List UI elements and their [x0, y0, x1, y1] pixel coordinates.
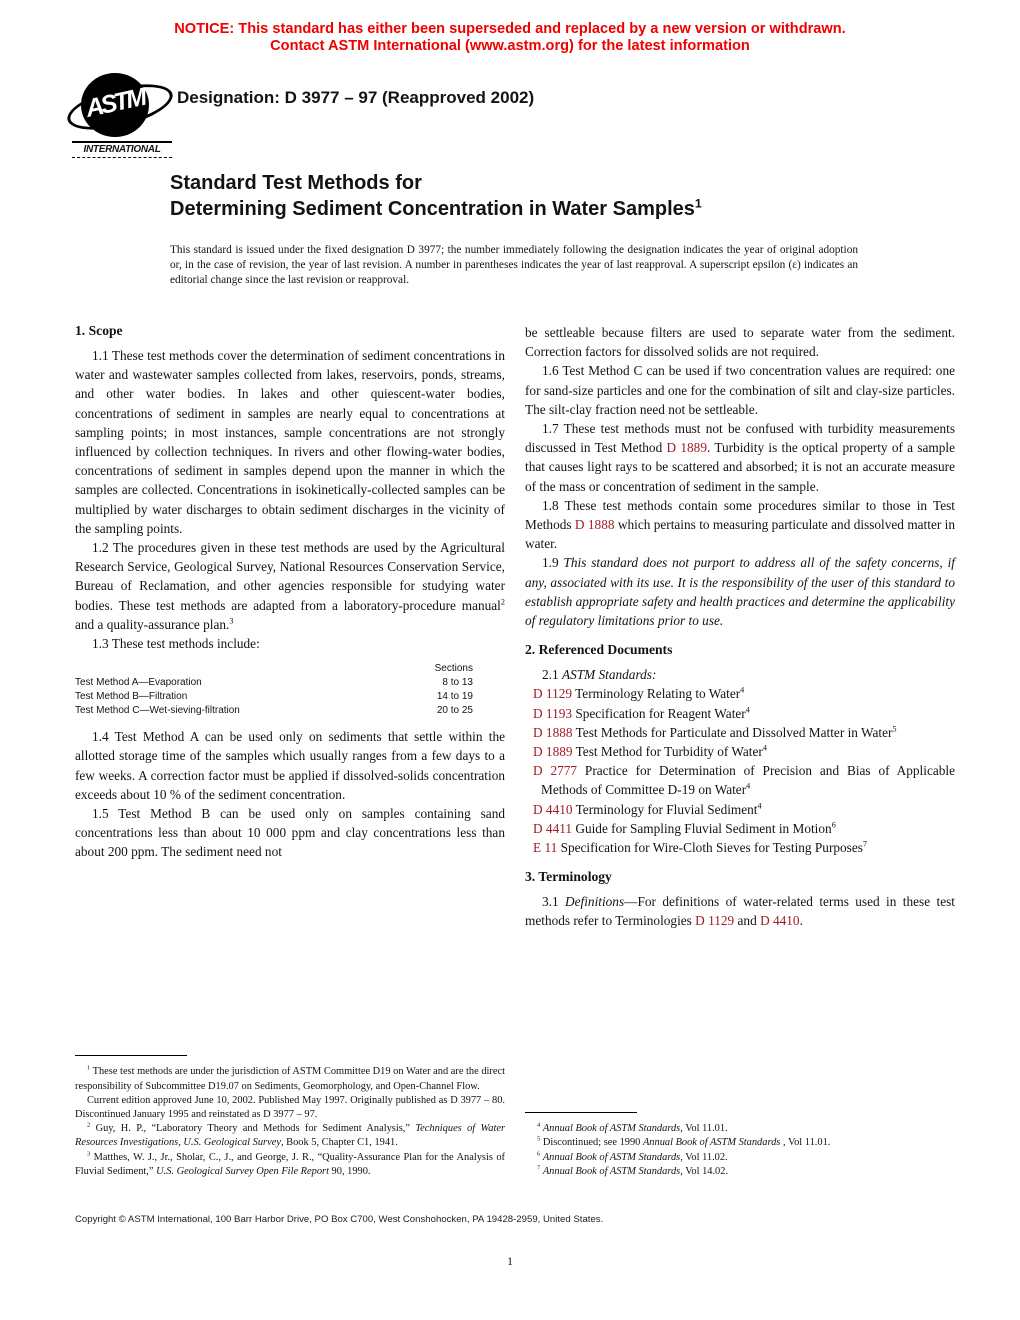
paragraph-1-7: 1.7 These test methods must not be confused with turbidity measurements discussed in Test Method D 1889. Turbidity is the optical property of a sample that causes light rays to be scattered and absorbed; it is not an accurate measure of the mass or concentration of sediment in the sample.: [525, 421, 956, 494]
footnote-6: $^6$ Annual Book of ASTM Standards, Vol 11.02.: [537, 1150, 728, 1163]
right-footnotes: [525, 1112, 955, 1179]
doc-link[interactable]: D 4411: [533, 820, 573, 836]
title-line-1: Standard Test Methods for: [170, 172, 422, 194]
doc-link[interactable]: D 1129: [695, 913, 735, 929]
paragraph-1-6: 1.6 Test Method C can be used if two concentration values are required: one for sand-size particles and one for the combination of silt and clay-size particles. The silt-clay fraction need not be settleable.: [525, 363, 955, 417]
page-number: 1: [507, 1254, 513, 1268]
paragraph-1-5-continued: be settleable because filters are used to separate water from the sediment. Correction factors for dissolved solids are not required.: [525, 325, 955, 360]
sections-range: 14 to 19: [436, 691, 473, 703]
doc-link[interactable]: D 1193: [533, 705, 573, 721]
left-footnotes: [75, 1055, 505, 1179]
paragraph-1-1: 1.1 These test methods cover the determination of sediment concentrations in water and wastewater samples collected from lakes, reservoirs, ponds, streams, and other water bodies. In lakes and other quiescent-water bodies, concentrations of sediment in samples are nearly equal to concentrations at sampling points; in most instances, sample concentrations are not strongly influenced by collection techniques. In rivers and other flowing-water bodies, concentrations of sediment in samples depend upon the manner in which the samples are collected. Concentrations in isokinetically-collected samples can be multiplied by water discharges to obtain sediment discharges in the vicinity of the sampling points.: [75, 348, 505, 536]
notice-line-1: NOTICE: This standard has either been superseded and replaced by a new version or withdrawn.: [174, 21, 846, 37]
sections-range: 8 to 13: [442, 677, 473, 689]
method-label: Test Method B—Filtration: [75, 691, 188, 703]
superseded-notice: [0, 21, 1020, 54]
reference-item: D 1193 Specification for Reagent Water$^4$: [533, 705, 750, 721]
paragraph-1-8: 1.8 These test methods contain some procedures similar to those in Test Methods D 1888 which pertains to measuring particulate and dissolved matter in water.: [525, 497, 955, 552]
table-row: [75, 704, 473, 718]
footnote-2: $^2$ Guy, H. P., “Laboratory Theory and Methods for Sediment Analysis,” Techniques of Water Resources Investigations, U.S. Geological Survey, Book 5, Chapter C1, 1941.: [75, 1121, 505, 1149]
copyright-notice: Copyright © ASTM International, 100 Barr Harbor Drive, PO Box C700, West Conshohocken, PA 19428-2959, United States.: [75, 1214, 604, 1225]
footnote-divider: [525, 1112, 637, 1113]
table-row: [75, 690, 473, 704]
astm-logo: [72, 72, 174, 158]
footnote-1-continued: Current edition approved June 10, 2002. Published May 1997. Originally published as D 3977 – 80. Discontinued January 1995 and reinstated as D 3977 – 97.: [75, 1094, 505, 1120]
body-columns: [75, 323, 955, 1179]
doc-link[interactable]: D 1888: [574, 517, 615, 533]
table-row: [75, 676, 473, 690]
logo-international-label: INTERNATIONAL: [72, 141, 172, 158]
paragraph-1-3: 1.3 These test methods include:: [92, 636, 260, 652]
left-column: [75, 323, 505, 1179]
footnote-divider: [75, 1055, 187, 1056]
notice-line-2: Contact ASTM International (www.astm.org) for the latest information: [270, 37, 750, 54]
paragraph-1-5: 1.5 Test Method B can be used only on samples containing sand concentrations less than about 10 000 ppm and clay concentrations less than about 200 ppm. The sediment need not: [75, 806, 505, 860]
right-column: [525, 323, 955, 1179]
reference-item: D 2777 Practice for Determination of Precision and Bias of Applicable Methods of Committee D-19 on Water$^4$: [533, 763, 955, 798]
doc-link[interactable]: E 11: [533, 840, 558, 856]
section-3-heading: 3. Terminology: [525, 869, 612, 885]
footnote-4: $^4$ Annual Book of ASTM Standards, Vol 11.01.: [537, 1121, 728, 1135]
designation-text: Designation: D 3977 – 97 (Reapproved 2002): [177, 88, 535, 107]
sections-range: 20 to 25: [436, 705, 473, 717]
doc-link[interactable]: D 2777: [533, 763, 578, 779]
section-1-heading: 1. Scope: [75, 323, 123, 338]
paragraph-1-4: 1.4 Test Method A can be used only on sediments that settle within the allotted storage time of the samples which usually ranges from a few days to a few weeks. A correction factor must be applied if dissolved-solids concentration exceeds about 10 % of the sediment concentration.: [75, 729, 505, 802]
reference-item: E 11 Specification for Wire-Cloth Sieves for Testing Purposes$^7$: [533, 839, 868, 856]
section-2-heading: 2. Referenced Documents: [525, 642, 673, 658]
doc-link[interactable]: D 1129: [533, 686, 573, 702]
scope-sections-table: [75, 662, 505, 718]
reference-item: D 1129 Terminology Relating to Water$^4$: [533, 686, 745, 702]
reference-item: D 4411 Guide for Sampling Fluvial Sediment in Motion$^6$: [533, 820, 836, 836]
paragraph-1-2: 1.2 The procedures given in these test methods are used by the Agricultural Research Service, Geological Survey, National Resources Conservation Service, Bureau of Reclamation, and other agencies responsible for studying water bodies. These test methods are adapted from a laboratory-procedure manual$^2$ and a quality-assurance plan.$^3$: [75, 540, 505, 632]
paragraph-2-1: 2.1 ASTM Standards:: [542, 667, 657, 683]
sections-column-header: Sections: [434, 663, 473, 675]
reference-item: D 4410 Terminology for Fluvial Sediment$^4$: [533, 801, 762, 817]
method-label: Test Method A—Evaporation: [75, 677, 202, 689]
document-title: [170, 170, 702, 222]
reference-item: D 1888 Test Methods for Particulate and Dissolved Matter in Water$^5$: [533, 724, 897, 740]
doc-link[interactable]: D 4410: [760, 913, 800, 929]
footnote-7: $^7$ Annual Book of ASTM Standards, Vol 14.02.: [537, 1164, 729, 1177]
paragraph-3-1: 3.1 Definitions—For definitions of water-related terms used in these test methods refer to Terminologies D 1129 and D 4410.: [525, 894, 955, 929]
reference-item: D 1889 Test Method for Turbidity of Water$^4$: [533, 743, 767, 760]
title-line-2: Determining Sediment Concentration in Water Samples$^1$: [170, 196, 702, 220]
logo-brand-text: ASTM: [83, 83, 147, 123]
doc-link[interactable]: D 1888: [533, 724, 573, 740]
footnote-1: $^1$ These test methods are under the jurisdiction of ASTM Committee D19 on Water and are the direct responsibility of Subcommittee D19.07 on Sediments, Geomorphology, and Open-Channel Flow.: [75, 1064, 505, 1092]
doc-link[interactable]: D 4410: [533, 801, 573, 817]
footnote-3: $^3$ Matthes, W. J., Jr., Sholar, C., J., and George, J. R., “Quality-Assurance Plan for the Analysis of Fluvial Sediment,” U.S. Geological Survey Open File Report 90, 1990.: [75, 1150, 505, 1177]
astm-logo-icon: [72, 72, 174, 140]
doc-link[interactable]: D 1889: [533, 744, 573, 760]
footnote-5: $^5$ Discontinued; see 1990 Annual Book of ASTM Standards , Vol 11.01.: [537, 1135, 831, 1149]
paragraph-1-9: 1.9 This standard does not purport to address all of the safety concerns, if any, associated with its use. It is the responsibility of the user of this standard to establish appropriate safety and health practices and determine the applicability of regulatory limitations prior to use.: [525, 555, 956, 629]
standard-preamble: This standard is issued under the fixed designation D 3977; the number immediately following the designation indicates the year of original adoption or, in the case of revision, the year of last revision. A number in parentheses indicates the year of last reapproval. A superscript epsilon (ε) indicates an editorial change since the last revision or reapproval.: [170, 244, 858, 286]
doc-link[interactable]: D 1889: [666, 440, 707, 456]
method-label: Test Method C—Wet-sieving-filtration: [75, 705, 240, 717]
